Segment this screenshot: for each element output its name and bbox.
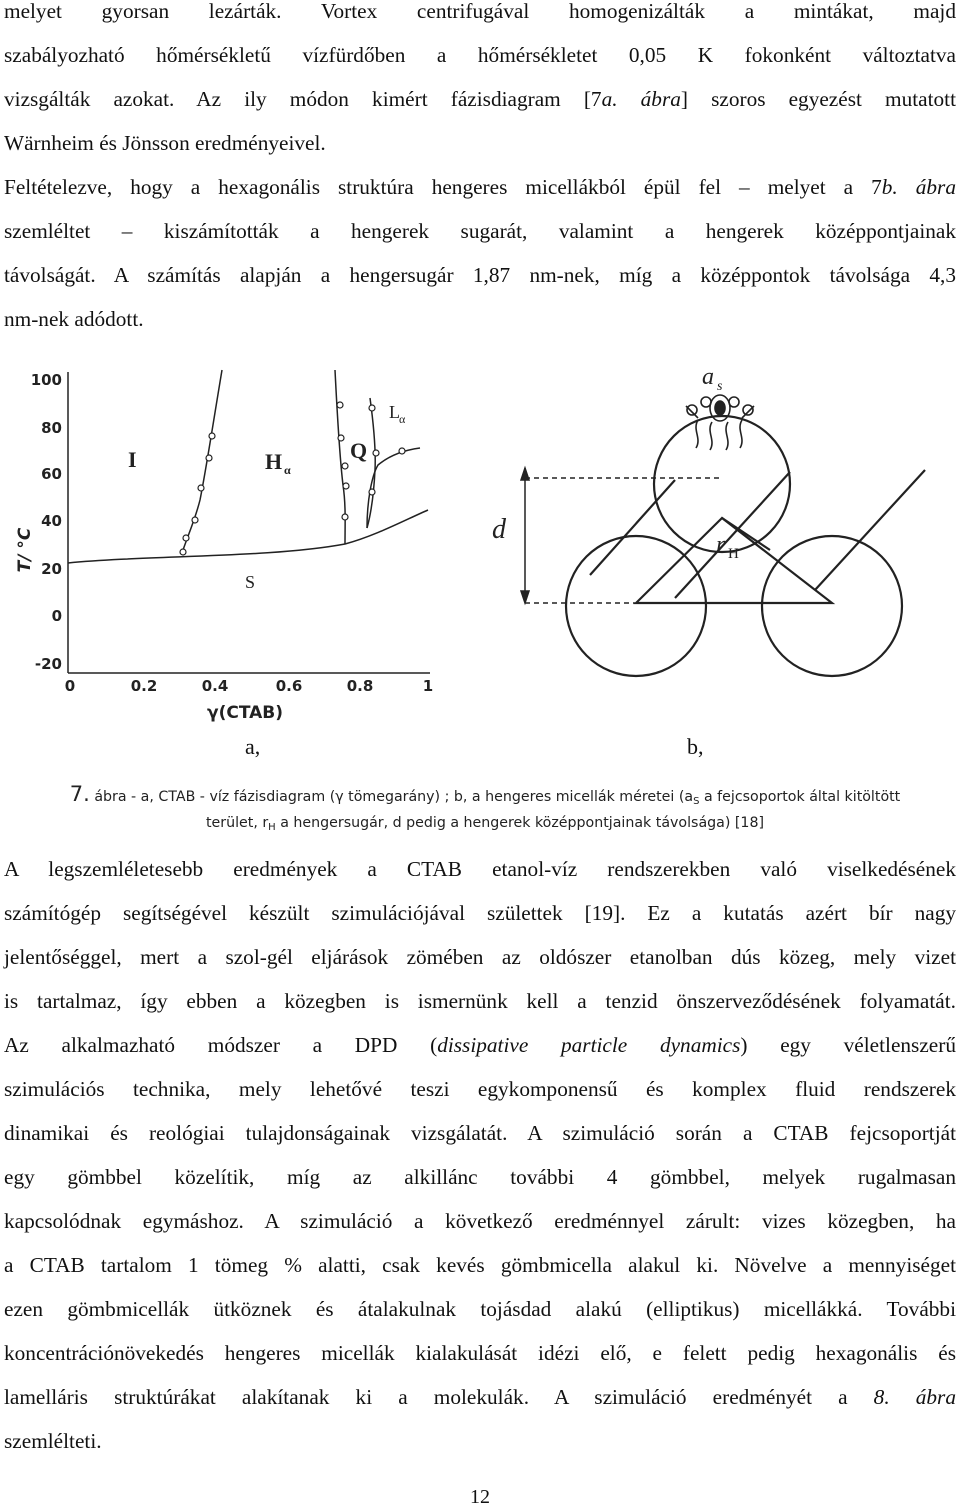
caption-number: 7. xyxy=(69,782,90,806)
subfigure-label-b: b, xyxy=(687,734,704,759)
ray-line xyxy=(815,470,925,590)
x-tick: 0.4 xyxy=(201,677,229,695)
x-tick-labels xyxy=(65,677,433,695)
figure-7 xyxy=(0,360,960,740)
text-line: melyet gyorsan lezárták. Vortex centrifugával homogenizálták a mintákat, majd xyxy=(4,0,956,23)
data-point xyxy=(343,483,349,489)
y-tick: 60 xyxy=(41,465,62,483)
phase-diagram xyxy=(0,360,460,730)
data-point xyxy=(180,549,186,555)
data-point xyxy=(338,435,344,441)
y-tick: -20 xyxy=(34,655,62,673)
y-tick-labels xyxy=(31,371,62,673)
region-l-subscript: α xyxy=(399,412,406,426)
x-tick: 0.2 xyxy=(130,677,158,695)
region-h: H xyxy=(265,449,283,474)
region-q: Q xyxy=(350,438,368,463)
data-markers xyxy=(180,402,405,555)
text-line: szabályozható hőmérsékletű vízfürdőben a hőmérsékletet 0,05 K fokonként változtatva xyxy=(4,43,956,67)
text-line: ezen gömbmicellák ütköznek és átalakulnak tojásdad alakú (elliptikus) micellákká. További xyxy=(4,1297,956,1321)
y-tick: 0 xyxy=(51,607,62,625)
data-point xyxy=(198,485,204,491)
cylinder-bottom-right xyxy=(762,536,902,676)
paragraph-intro xyxy=(4,0,956,341)
region-labels xyxy=(128,402,406,592)
page-number: 12 xyxy=(470,1486,490,1508)
text-line: kapcsolódnak egymáshoz. A szimuláció a következő eredménnyel zárult: vizes közegben, ha xyxy=(4,1209,956,1233)
data-point xyxy=(369,489,375,495)
text-line: A legszemléletesebb eredmények a CTAB etanol-víz rendszerekben való viselkedésének xyxy=(4,857,956,881)
data-point xyxy=(337,402,343,408)
text-line: távolságát. A számítás alapján a hengersugár 1,87 nm-nek, míg a középpontok távolsága 4,3 xyxy=(4,263,956,287)
text-line: is tartalmaz, így ebben a közegben is ismernünk kell a tenzid önszerveződésének folyamatát. xyxy=(4,989,956,1013)
text-line: nm-nek adódott. xyxy=(4,307,144,331)
data-point xyxy=(183,535,189,541)
data-point xyxy=(209,433,215,439)
text-line: vizsgálták azokat. Az ily módon kimért fázisdiagram [7a. ábra] szoros egyezést mutatott xyxy=(4,87,957,111)
label-rh: r xyxy=(716,532,726,558)
text-line: Az alkalmazható módszer a DPD (dissipative particle dynamics) egy véletlenszerű xyxy=(4,1033,956,1057)
head-groups xyxy=(686,395,754,450)
micelle-geometry xyxy=(470,360,950,720)
data-point xyxy=(399,448,405,454)
region-i: I xyxy=(128,447,137,472)
text-line: lamelláris struktúrákat alakítanak ki a molekulák. A szimuláció eredményét a 8. ábra xyxy=(4,1385,956,1409)
label-rh-subscript: H xyxy=(728,546,739,562)
y-tick: 20 xyxy=(41,560,62,578)
data-point xyxy=(373,450,379,456)
region-h-subscript: α xyxy=(284,463,291,477)
caption-line: terület, $r_H$ a hengersugár, d pedig a hengerek középpontjainak távolsága) [18] xyxy=(205,815,765,833)
x-tick: 1 xyxy=(422,677,434,695)
y-axis-label: T/ °C xyxy=(15,527,35,573)
y-tick: 100 xyxy=(30,371,62,389)
y-tick: 40 xyxy=(41,512,62,530)
text-line: koncentrációnövekedés hengeres micellák kialakulását idézi elő, e felett pedig hexagonális és xyxy=(4,1341,956,1365)
data-point xyxy=(192,517,198,523)
text-line: szemléltet – kiszámították a hengerek sugarát, valamint a hengerek középpontjainak xyxy=(4,219,956,243)
label-as-subscript: s xyxy=(717,379,723,394)
region-l: L xyxy=(389,402,400,422)
x-axis-label: γ(CTAB) xyxy=(207,703,283,723)
x-tick: 0 xyxy=(64,677,76,695)
caption-line: 7. ábra - a, CTAB - víz fázisdiagram (γ tömegarány) ; b, a hengeres micellák méretei ($a_S$ a fejcsoportok által kitöltött xyxy=(69,782,901,807)
text-line: szimulációs technika, mely lehetővé teszi egykomponensű és komplex fluid rendszerek xyxy=(4,1077,956,1101)
data-point xyxy=(206,455,212,461)
paragraph-simulation xyxy=(4,847,956,1463)
label-d: d xyxy=(492,514,506,545)
x-tick: 0.8 xyxy=(346,677,374,695)
text-line: dinamikai és reológiai tulajdonságainak vizsgálatát. A szimuláció során a CTAB fejcsoportját xyxy=(4,1121,956,1145)
subfigure-label-a: a, xyxy=(245,734,261,759)
text-line: egy gömbbel közelítik, míg az alkillánc további 4 gömbbel, melyek rugalmasan xyxy=(4,1165,956,1189)
text-line: jelentőséggel, mert a szol-gél eljárások zömében az oldószer etanolban dús közeg, mely vizet xyxy=(4,945,956,969)
phase-boundaries xyxy=(68,370,428,563)
data-point xyxy=(342,463,348,469)
x-tick: 0.6 xyxy=(275,677,303,695)
figure-caption xyxy=(30,781,940,836)
region-s: S xyxy=(245,572,256,592)
text-line: számítógép segítségével készült szimulációjával születtek [19]. Ez a kutatás azért bír nagy xyxy=(4,901,956,925)
cylinder-bottom-left xyxy=(566,536,706,676)
text-line: Wärnheim és Jönsson eredményeivel. xyxy=(4,131,326,155)
text-line: szemlélteti. xyxy=(4,1429,102,1453)
data-point xyxy=(369,405,375,411)
label-as: a xyxy=(702,364,714,390)
y-tick: 80 xyxy=(41,419,62,437)
ray-line xyxy=(675,472,790,598)
data-point xyxy=(342,514,348,520)
text-line: Feltételezve, hogy a hexagonális struktúra hengeres micellákból épül fel – melyet a 7b. ábra xyxy=(4,175,956,199)
text-line: a CTAB tartalom 1 tömeg % alatti, csak kevés gömbmicella alakul ki. Növelve a mennyiséget xyxy=(4,1253,956,1277)
ray-line xyxy=(590,480,675,575)
